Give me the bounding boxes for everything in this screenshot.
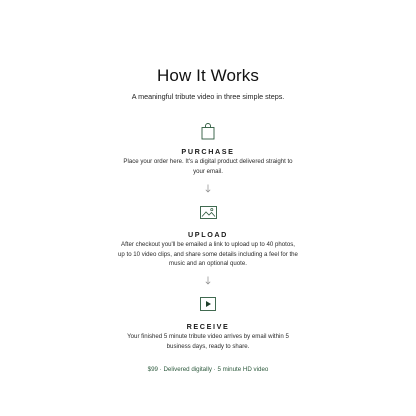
image-icon — [198, 202, 218, 222]
page-title: How It Works — [157, 66, 259, 85]
shopping-bag-icon — [198, 121, 218, 141]
pricing-summary: $99 · Delivered digitally · 5 minute HD video — [147, 366, 269, 373]
step-heading-receive: RECEIVE — [186, 322, 230, 331]
page-subtitle: A meaningful tribute video in three simple steps. — [131, 92, 285, 101]
step-text-upload: After checkout you'll be emailed a link to upload up to 40 photos, up to 10 video clips, and share some details including a feel for the music and an optional quote. — [118, 241, 298, 268]
step-heading-purchase: PURCHASE — [181, 147, 235, 156]
arrow-down-icon — [200, 275, 216, 285]
arrow-down-icon — [200, 183, 216, 193]
step-text-receive: Your finished 5 minute tribute video arrives by email within 5 business days, ready to share. — [127, 333, 289, 350]
step-text-purchase: Place your order here. It's a digital product delivered straight to your email. — [123, 158, 293, 175]
step-heading-upload: UPLOAD — [188, 230, 228, 239]
play-icon — [198, 294, 218, 314]
